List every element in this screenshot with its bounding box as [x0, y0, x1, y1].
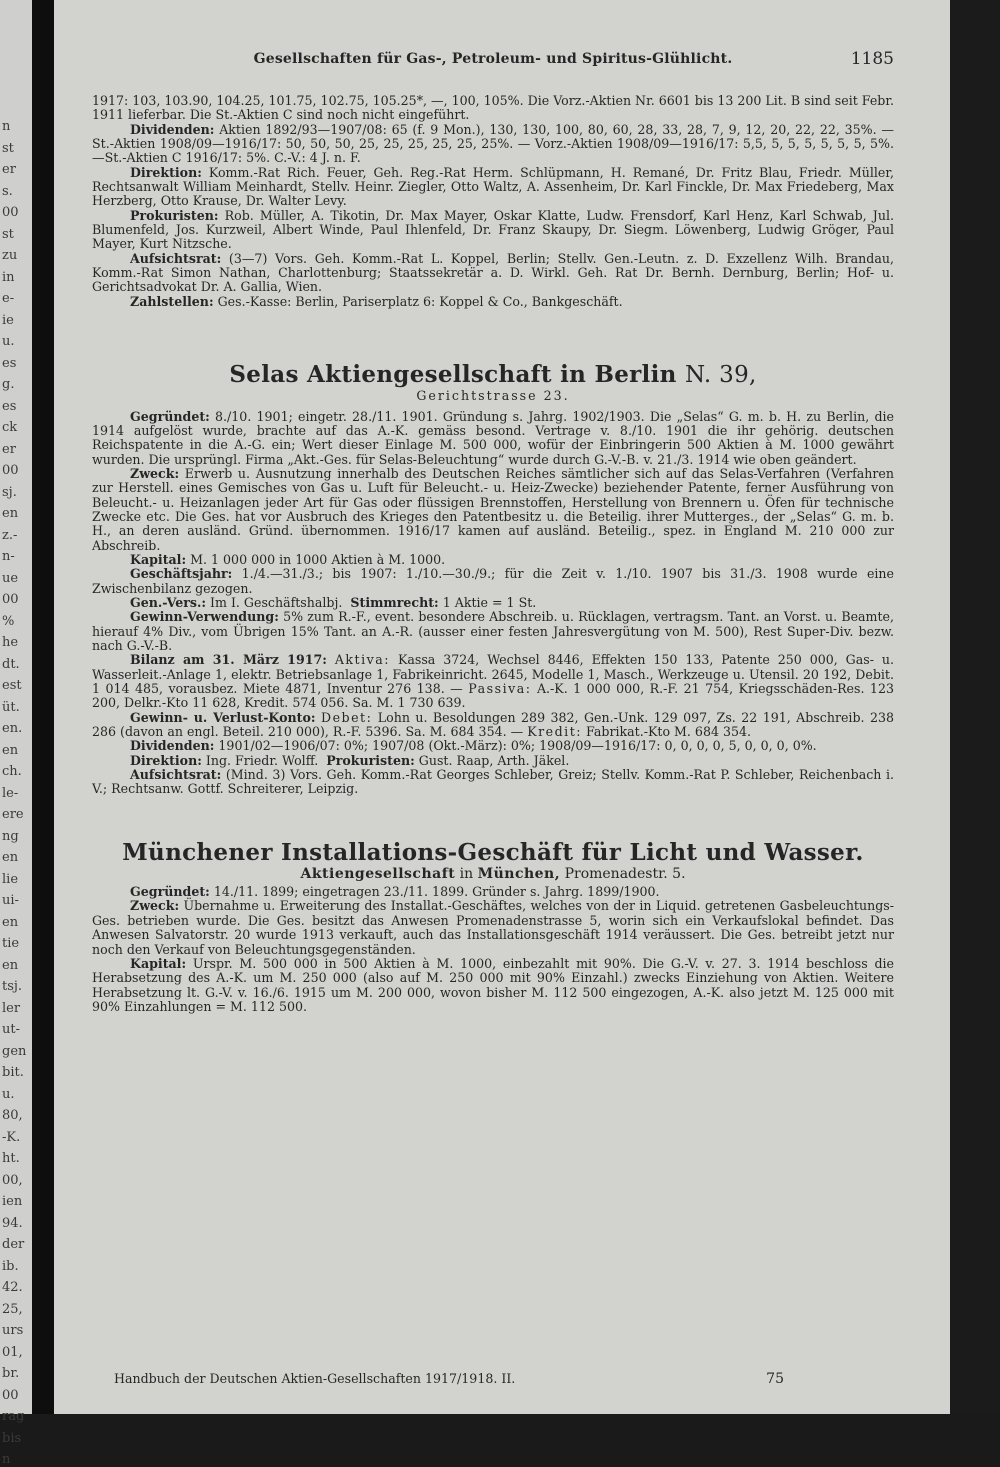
subtitle-address: Promenadestr. 5. — [564, 865, 686, 882]
subtitle-city: München, — [477, 865, 561, 882]
footer-text: Handbuch der Deutschen Aktien-Gesellschaften 1917/1918. II. — [114, 1371, 516, 1386]
margin-fragment: üt. — [2, 699, 20, 715]
margin-fragment: ch. — [2, 764, 22, 779]
selas-kapital — [92, 553, 894, 567]
margin-fragment: der — [2, 1237, 25, 1252]
text: 5% zum R.-F., event. besondere Abschreib. u. Rücklagen, vertragsm. Tant. an Vorst. u. Beamte, hierauf 4% Div., vom Übrigen 15% Tant. an A.-R. (ausser einer festen Jahresvergütung von M. 500), Rest Super-Div. bezw. nach G.-V.-B. — [92, 609, 894, 653]
margin-fragment: en — [2, 957, 19, 973]
margin-fragment: ib. — [2, 1258, 19, 1274]
prev-aufsichtsrat — [92, 252, 894, 295]
sub-label: Kredit: — [527, 724, 582, 740]
margin-fragment: g. — [2, 377, 15, 392]
margin-fragment: le- — [2, 785, 19, 801]
text: Urspr. M. 500 000 in 500 Aktien à M. 1000, einbezahlt mit 90%. Die G.-V. v. 27. 3. 1914 beschloss die Herabsetzung des A.-K. um M. 250 000 (also auf M. 250 000 mit 90% Einzahl.) zwecks Einziehung von Aktien. Weitere Herabsetzung lt. G.-V. v. 16./6. 1915 um M. 200 000, wovon bisher M. 112 500 eingezogen, A.-K. also jetzt M. 125 000 mit 90% Einzahlungen = M. 112 500. — [92, 955, 894, 1014]
subtitle-ag: Aktiengesellschaft — [300, 865, 456, 882]
prev-prokuristen — [92, 209, 894, 252]
selas-geschaeftsjahr — [92, 567, 894, 596]
margin-fragment: ht. — [2, 1151, 20, 1166]
text: Kassa 3724, Wechsel 8446, Effekten 150 133, Patente 250 000, Gas- u. Wasserleit.-Anlage 1, elektr. Betriebsanlage 1, Fabrikeinricht. 2645, Modelle 1, Masch., Werkzeuge u. Utensil. 20 192, Debit. 1 014 485, vorausbez. Miete 4871, Inventur 276 138. — — [92, 652, 895, 697]
label: Direktion: — [130, 752, 202, 768]
text: Fabrikat.-Kto M. 684 354. — [586, 724, 752, 740]
prev-zahlstellen — [92, 295, 894, 309]
selas-aufsichtsrat — [92, 768, 894, 797]
margin-fragment: gen — [2, 1043, 27, 1059]
margin-fragment: ere — [2, 807, 24, 822]
label: Direktion: — [130, 164, 202, 180]
margin-fragment: 01, — [2, 1344, 23, 1360]
label: Dividenden: — [130, 738, 215, 754]
margin-fragment: 00 — [2, 463, 19, 478]
margin-fragment: st — [2, 140, 14, 156]
sheet-number: 75 — [766, 1371, 784, 1387]
text: 1901/02—1906/07: 0%; 1907/08 (Okt.-März): 0%; 1908/09—1916/17: 0, 0, 0, 0, 5, 0, 0, 0, 0%. — [218, 738, 817, 754]
margin-fragment: ler — [2, 1000, 21, 1016]
page-footer — [114, 1371, 784, 1386]
margin-fragment: est — [2, 678, 22, 693]
label: Zweck: — [130, 465, 180, 481]
text: (Mind. 3) Vors. Geh. Komm.-Rat Georges Schleber, Greiz; Stellv. Komm.-Rat P. Schleber, Reichenbach i. V.; Rechtsanw. Gottf. Schreiterer, Leipzig. — [92, 767, 894, 797]
book-gutter — [32, 0, 54, 1414]
company-address: Gerichtstrasse 23. — [416, 388, 570, 404]
running-header — [92, 49, 894, 76]
text: Erwerb u. Ausnutzung innerhalb des Deutschen Reiches sämtlicher sich auf das Selas-Verfahren (Verfahren zur Herstell. eines Gemisches von Gas u. Luft für Beleucht.- u. Heiz-Zwecke) beziehender Patente, ferner Ausführung von Beleucht.- u. Heizanlagen jeder Art für Gas oder flüssigen Brennstoffen, Herstellung von Brennern u. Öfen für technische Zwecke etc. Die Ges. hat vor Ausbruch des Krieges den Patentbesitz u. die Beteilig. ihrer Mutterges., der „Selas“ G. m. b. H., an deren ausländ. Gründ. übernommen. 1916/17 kamen auf ausländ. Beteilig., spez. in England M. 210 000 zur Abschreib. — [92, 465, 894, 553]
text: A.-K. 1 000 000, R.-F. 21 754, Kriegsschäden-Res. 123 200, Delkr.-Kto 11 628, Kredit. 574 056. Sa. M. 1 730 639. — [92, 681, 894, 711]
selas-zweck — [92, 467, 894, 553]
label: Gewinn-Verwendung: — [130, 609, 279, 625]
margin-fragment: en — [2, 742, 19, 758]
margin-fragment: zu — [2, 248, 18, 263]
selas-guv — [92, 711, 894, 740]
label: Zweck: — [130, 898, 180, 914]
title-text: Selas Aktiengesellschaft in Berlin — [229, 361, 677, 389]
margin-fragment: 00, — [2, 1172, 23, 1188]
margin-fragment: u. — [2, 334, 15, 349]
label: Aufsichtsrat: — [130, 767, 222, 783]
margin-fragment: er — [2, 162, 16, 177]
prev-dividenden — [92, 123, 894, 166]
margin-fragment: n- — [2, 549, 15, 564]
label: Gegründet: — [130, 408, 210, 424]
selas-gewinn-verwendung — [92, 610, 894, 653]
label: Dividenden: — [130, 121, 215, 137]
margin-fragment: tsj. — [2, 979, 23, 994]
margin-fragment: er — [2, 441, 16, 457]
margin-fragment: 80, — [2, 1108, 23, 1123]
sub-label: Passiva: — [468, 681, 532, 697]
title-number: N. 39, — [684, 362, 757, 389]
text: Ges.-Kasse: Berlin, Pariserplatz 6: Koppel & Co., Bankgeschäft. — [217, 293, 623, 309]
page-content — [92, 49, 895, 1014]
margin-fragment: bis — [2, 1430, 22, 1446]
margin-fragment: ut- — [2, 1022, 20, 1037]
margin-fragment: br. — [2, 1366, 20, 1381]
label: Zahlstellen: — [130, 293, 214, 309]
margin-fragment: 00 — [2, 592, 19, 607]
margin-fragment: st — [2, 226, 14, 242]
sub-label: Aktiva: — [334, 652, 391, 668]
margin-fragment: rag — [2, 1409, 25, 1424]
margin-fragment: en. — [2, 721, 23, 736]
running-title: Gesellschaften für Gas-, Petroleum- und Spiritus-Glühlicht. — [253, 51, 733, 67]
margin-fragment: es — [2, 398, 17, 414]
label: Kapital: — [130, 551, 187, 567]
margin-fragment: n — [2, 1452, 11, 1467]
text: Lohn u. Besoldungen 289 382, Gen.-Unk. 129 097, Zs. 22 191, Abschreib. 238 286 (davon an engl. Beteil. 210 000), R.-F. 5396. Sa. M. 684 354. — — [92, 709, 894, 740]
label: Bilanz am 31. März 1917: — [130, 652, 327, 668]
muenchen-kapital — [92, 957, 894, 1014]
subtitle-in: in — [459, 865, 474, 882]
margin-fragment: en — [2, 914, 19, 930]
text: Gust. Raap, Arth. Jäkel. — [418, 752, 570, 768]
selas-genvers — [92, 596, 894, 610]
margin-fragment: e- — [2, 291, 15, 306]
entry-muenchener — [92, 839, 894, 1014]
text: Im I. Geschäftshalbj. — [210, 594, 343, 610]
label: Gewinn- u. Verlust-Konto: — [130, 709, 316, 725]
margin-fragment: he — [2, 635, 19, 650]
label: Prokuristen: — [130, 207, 219, 223]
margin-fragment: 00 — [2, 205, 19, 220]
margin-fragment: ng — [2, 828, 19, 844]
margin-fragment: en — [2, 506, 19, 521]
margin-fragment: ui- — [2, 893, 19, 908]
margin-fragment: 00 — [2, 1387, 19, 1403]
label: Gen.-Vers.: — [130, 594, 207, 610]
margin-fragment: in — [2, 269, 15, 285]
company-title — [92, 361, 894, 389]
margin-fragment: 25, — [2, 1301, 23, 1317]
text: Komm.-Rat Rich. Feuer, Geh. Reg.-Rat Herm. Schlüpmann, H. Remané, Dr. Fritz Blau, Friedr. Müller, Rechtsanwalt William Meinhardt, Stellv. Heinr. Ziegler, Otto Waltz, A. Assenheim, Dr. Karl Finckle, Dr. Max Friedeberg, Max Herzberg, Otto Krause, Dr. Walter Levy. — [92, 164, 894, 209]
margin-fragment: bit. — [2, 1065, 24, 1080]
entry-selas — [92, 361, 894, 797]
page-number: 1185 — [850, 49, 894, 69]
label: Gegründet: — [130, 884, 210, 900]
company-title: Münchener Installations-Geschäft für Licht und Wasser. — [122, 838, 864, 866]
margin-fragment: ien — [2, 1194, 23, 1209]
selas-direktion — [92, 754, 894, 768]
text: Rob. Müller, A. Tikotin, Dr. Max Mayer, Oskar Klatte, Ludw. Frensdorf, Karl Henz, Karl Schwab, Jul. Blumenfeld, Jos. Kurzweil, Albert Winde, Paul Ihlenfeld, Dr. Franz Skaupy, Dr. Siegm. Löwenberg, Ludwig Gröger, Paul Mayer, Kurt Nitzsche. — [92, 207, 894, 252]
margin-fragment: 94. — [2, 1215, 23, 1231]
selas-bilanz — [92, 653, 894, 710]
text: (3—7) Vors. Geh. Komm.-Rat L. Koppel, Berlin; Stellv. Gen.-Leutn. z. D. Exzellenz Wilh. Brandau, Komm.-Rat Simon Nathan, Charlottenburg; Staatssekretär a. D. Wirkl. Geh. Rat Dr. Bernh. Dernburg, Berlin; Hof- u. Gerichtsadvokat Dr. A. Gallia, Wien. — [92, 250, 894, 295]
muenchen-zweck — [92, 899, 894, 956]
text: Übernahme u. Erweiterung des Installat.-Geschäftes, welches von der in Liquid. getretenen Gasbeleuchtungs-Ges. betrieben wurde. Die Ges. besitzt das Anwesen Promenadenstrasse 5, worin sich ein Verkaufslokal befindet. Das Anwesen Salvatorstr. 20 wurde 1913 verkauft, auch das Installationsgeschäft 1914 veräussert. Die Ges. betreibt jetzt nur noch den Verkauf von Beleuchtungsgegenständen. — [92, 898, 894, 957]
label: Prokuristen: — [326, 752, 415, 768]
margin-fragment: u. — [2, 1086, 15, 1102]
selas-gegruendet — [92, 410, 894, 467]
margin-fragment: z.- — [2, 527, 18, 543]
previous-entry — [92, 94, 894, 309]
label: Kapital: — [130, 955, 187, 971]
label: Aufsichtsrat: — [130, 250, 222, 266]
margin-fragment: % — [2, 613, 15, 629]
margin-fragment: lie — [2, 871, 19, 887]
scan-background — [950, 0, 1000, 1414]
margin-fragment: sj. — [2, 484, 17, 500]
text: 8./10. 1901; eingetr. 28./11. 1901. Gründung s. Jahrg. 1902/1903. Die „Selas“ G. m. b. H. zu Berlin, die 1914 aufgelöst wurde, brachte auf das A.-K. gemäss besond. Vertrage v. 8./10. 1901 die ihr gehörig. deutschen Reichspatente in die A.-G. ein; Wert dieser Einlage M. 500 000, wofür der Einbringerin 500 Aktien à M. 1000 gewährt wurden. Die ursprüngl. Firma „Akt.-Ges. für Selas-Beleuchtung“ wurde durch G.-V.-B. v. 21./3. 1914 wie oben geändert. — [92, 408, 894, 467]
previous-page-margin — [0, 0, 32, 1467]
margin-fragment: es — [2, 355, 17, 371]
sub-label: Debet: — [320, 709, 373, 725]
label: Geschäftsjahr: — [130, 566, 233, 582]
margin-fragment: en — [2, 850, 19, 865]
margin-fragment: ue — [2, 570, 19, 586]
text: Aktien 1892/93—1907/08: 65 (f. 9 Mon.), 130, 130, 100, 80, 60, 28, 33, 28, 7, 9, 12, 20, 22, 22, 35%. — St.-Aktien 1908/09—1916/17: 50, 50, 50, 25, 25, 25, 25, 25, 25%. — Vorz.-Aktien 1908/09—1916/17: 5,5, 5, 5, 5, 5, 5, 5, 5%. —St.-Aktien C 1916/17: 5%. C.-V.: 4 J. n. F. — [92, 121, 894, 166]
margin-fragment: ie — [2, 312, 14, 328]
margin-fragment: n — [2, 119, 11, 134]
margin-fragment: dt. — [2, 656, 20, 672]
document-page — [54, 0, 950, 1414]
text: Ing. Friedr. Wolff. — [205, 752, 319, 768]
price-history: 1917: 103, 103.90, 104.25, 101.75, 102.75, 105.25*, —, 100, 105%. Die Vorz.-Aktien Nr. 6601 bis 13 200 Lit. B sind seit Febr. 1911 lieferbar. Die St.-Aktien C sind noch nicht eingeführt. — [92, 93, 894, 123]
label: Stimmrecht: — [350, 594, 439, 610]
margin-fragment: -K. — [2, 1129, 21, 1145]
margin-fragment: s. — [2, 183, 13, 199]
margin-fragment: urs — [2, 1323, 24, 1338]
prev-direktion — [92, 166, 894, 209]
text: 1 Aktie = 1 St. — [442, 594, 537, 610]
margin-fragment: ck — [2, 420, 18, 435]
text: 14./11. 1899; eingetragen 23./11. 1899. Gründer s. Jahrg. 1899/1900. — [213, 884, 660, 900]
company-subtitle — [92, 867, 894, 881]
text: M. 1 000 000 in 1000 Aktien à M. 1000. — [190, 551, 446, 567]
text: 1./4.—31./3.; bis 1907: 1./10.—30./9.; für die Zeit v. 1./10. 1907 bis 31./3. 1908 wurde eine Zwischenbilanz gezogen. — [92, 566, 894, 596]
selas-dividenden — [92, 739, 894, 753]
margin-fragment: 42. — [2, 1280, 23, 1295]
margin-fragment: tie — [2, 936, 20, 951]
